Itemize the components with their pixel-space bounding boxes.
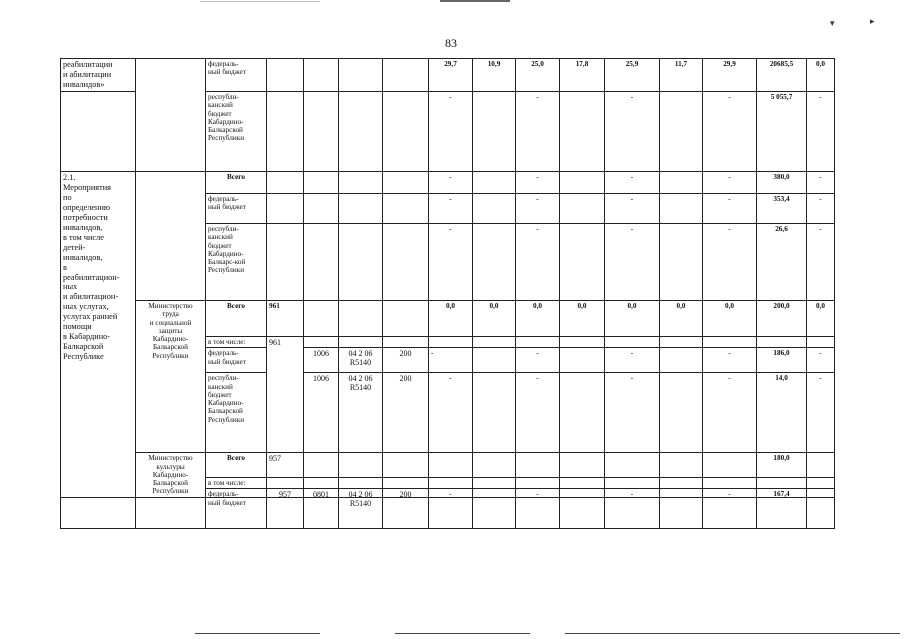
csr-cell xyxy=(339,59,383,92)
value-cell: - xyxy=(516,348,560,373)
value-cell: 0,0 xyxy=(605,301,660,337)
value-cell: 17,8 xyxy=(560,59,605,92)
value-cell: 29,9 xyxy=(703,59,757,92)
value-cell: 0,0 xyxy=(429,301,473,337)
rzpr-cell: 1006 xyxy=(304,348,339,373)
executor-cell: Министерство культуры Кабардино- Балкарской Республики xyxy=(136,453,206,497)
rzpr-cell: 1006 xyxy=(304,373,339,453)
value-cell: 0,0 xyxy=(560,301,605,337)
value-cell: - xyxy=(703,224,757,301)
value-cell: 25,9 xyxy=(605,59,660,92)
value-cell: - xyxy=(605,92,660,172)
value-cell: - xyxy=(703,373,757,453)
value-cell xyxy=(660,348,703,373)
footer-rule xyxy=(565,633,900,634)
value-cell: - xyxy=(807,194,835,224)
value-cell: 0,0 xyxy=(660,301,703,337)
budget-table xyxy=(60,58,835,498)
value-cell: - xyxy=(516,92,560,172)
source-cell: в том числе: xyxy=(206,478,267,489)
value-cell xyxy=(560,373,605,453)
grbs-cell xyxy=(267,59,304,92)
source-cell: республи- канский бюджет Кабардино- Балкарской Республики xyxy=(206,373,267,453)
value-cell: 0,0 xyxy=(807,59,835,92)
source-cell: федераль- ный бюджет xyxy=(206,59,267,92)
value-cell: - xyxy=(429,224,473,301)
value-cell xyxy=(807,489,835,529)
value-cell xyxy=(473,224,516,301)
grbs-cell: 961 xyxy=(267,337,304,453)
vr-cell xyxy=(383,59,429,92)
rzpr-cell: 0801 xyxy=(304,489,339,529)
value-cell xyxy=(560,172,605,194)
value-cell xyxy=(560,348,605,373)
scan-artifact-top xyxy=(200,1,320,2)
value-cell: 10,9 xyxy=(473,59,516,92)
value-cell: - xyxy=(429,373,473,453)
value-cell xyxy=(660,194,703,224)
value-cell: - xyxy=(703,194,757,224)
table-row xyxy=(61,478,835,489)
source-cell: Всего xyxy=(206,172,267,194)
value-cell: - xyxy=(605,348,660,373)
source-cell: Всего xyxy=(206,453,267,497)
value-cell: 0,0 xyxy=(516,301,560,337)
value-cell: 186,0 xyxy=(757,348,807,373)
value-cell: 5 055,7 xyxy=(757,92,807,172)
value-cell: - xyxy=(807,373,835,453)
value-cell xyxy=(560,489,605,529)
value-cell xyxy=(660,224,703,301)
csr-cell: 04 2 06 R5140 xyxy=(339,373,383,453)
vr-cell: 200 xyxy=(383,348,429,373)
source-cell: федераль- ный бюджет xyxy=(206,489,267,529)
value-cell: - xyxy=(605,373,660,453)
value-cell: - xyxy=(703,92,757,172)
value-cell: 200,0 xyxy=(757,301,807,337)
value-cell xyxy=(660,489,703,529)
rzpr-cell xyxy=(304,59,339,92)
executor-cell xyxy=(136,59,206,172)
budget-table-continuation xyxy=(60,477,835,529)
value-cell: - xyxy=(703,348,757,373)
grbs-cell: 957 xyxy=(267,453,304,497)
value-cell: 167,4 xyxy=(757,489,807,529)
value-cell xyxy=(473,489,516,529)
value-cell: - xyxy=(703,489,757,529)
value-cell: - xyxy=(429,489,473,529)
value-cell: - xyxy=(807,92,835,172)
value-cell: 0,0 xyxy=(703,301,757,337)
source-cell: Всего xyxy=(206,301,267,337)
source-cell: республи- канский бюджет Кабардино- Балкарс-кой Республики xyxy=(206,224,267,301)
source-cell: республи- канский бюджет Кабардино- Балкарской Республики xyxy=(206,92,267,172)
value-cell xyxy=(660,172,703,194)
program-name-cell: реабилитации и абилитации инвалидов» xyxy=(61,59,136,92)
value-cell xyxy=(473,172,516,194)
value-cell: 353,4 xyxy=(757,194,807,224)
value-cell: - xyxy=(516,373,560,453)
value-cell: - xyxy=(429,348,473,373)
value-cell: - xyxy=(807,172,835,194)
value-cell: - xyxy=(605,194,660,224)
value-cell: - xyxy=(429,194,473,224)
table-row xyxy=(61,172,835,194)
program-name-cell xyxy=(61,92,136,172)
executor-cell xyxy=(136,172,206,301)
value-cell: 20685,5 xyxy=(757,59,807,92)
value-cell: - xyxy=(516,194,560,224)
value-cell: - xyxy=(429,172,473,194)
value-cell xyxy=(560,92,605,172)
csr-cell: 04 2 06 R5140 xyxy=(339,489,383,529)
scan-artifact-top-right xyxy=(440,0,510,2)
value-cell: - xyxy=(605,172,660,194)
source-cell: федераль- ный бюджет xyxy=(206,194,267,224)
vr-cell: 200 xyxy=(383,373,429,453)
value-cell xyxy=(560,194,605,224)
source-cell: федераль- ный бюджет xyxy=(206,348,267,373)
value-cell: 380,0 xyxy=(757,172,807,194)
corner-mark-left: ▾ xyxy=(830,18,835,28)
value-cell: 11,7 xyxy=(660,59,703,92)
value-cell: 25,0 xyxy=(516,59,560,92)
value-cell: - xyxy=(605,224,660,301)
value-cell: - xyxy=(516,489,560,529)
value-cell xyxy=(473,92,516,172)
value-cell: - xyxy=(516,224,560,301)
value-cell: 29,7 xyxy=(429,59,473,92)
csr-cell: 04 2 06 R5140 xyxy=(339,348,383,373)
corner-mark-right: ▸ xyxy=(870,16,875,26)
page-number: 83 xyxy=(445,36,457,50)
value-cell: 0,0 xyxy=(807,301,835,337)
table-row xyxy=(61,59,835,92)
source-cell: в том числе: xyxy=(206,337,267,348)
table-row xyxy=(61,301,835,337)
value-cell: 0,0 xyxy=(473,301,516,337)
value-cell: 180,0 xyxy=(757,453,807,497)
grbs-cell: 961 xyxy=(267,301,304,337)
value-cell xyxy=(660,92,703,172)
value-cell xyxy=(560,224,605,301)
grbs-cell: 957 xyxy=(267,489,304,529)
value-cell: 26,6 xyxy=(757,224,807,301)
value-cell xyxy=(473,194,516,224)
program-name-cell: 2.1. Мероприятия по определению потребности инвалидов, в том числе детей- инвалидов, в реабилитацион- ных и абилитацион- ных услугах, услугах ранней помощи в Кабардино- Балкарской Республике xyxy=(61,172,136,498)
vr-cell: 200 xyxy=(383,489,429,529)
value-cell xyxy=(473,373,516,453)
value-cell: - xyxy=(703,172,757,194)
executor-cell: Министерство труда и социальной защиты Кабардино- Балкарской Республики xyxy=(136,301,206,453)
value-cell xyxy=(473,348,516,373)
value-cell: - xyxy=(429,92,473,172)
value-cell xyxy=(660,373,703,453)
footer-rule xyxy=(195,633,320,634)
value-cell: - xyxy=(807,348,835,373)
value-cell: 14,0 xyxy=(757,373,807,453)
value-cell: - xyxy=(516,172,560,194)
value-cell: - xyxy=(807,224,835,301)
footer-rule xyxy=(395,633,530,634)
value-cell: - xyxy=(605,489,660,529)
